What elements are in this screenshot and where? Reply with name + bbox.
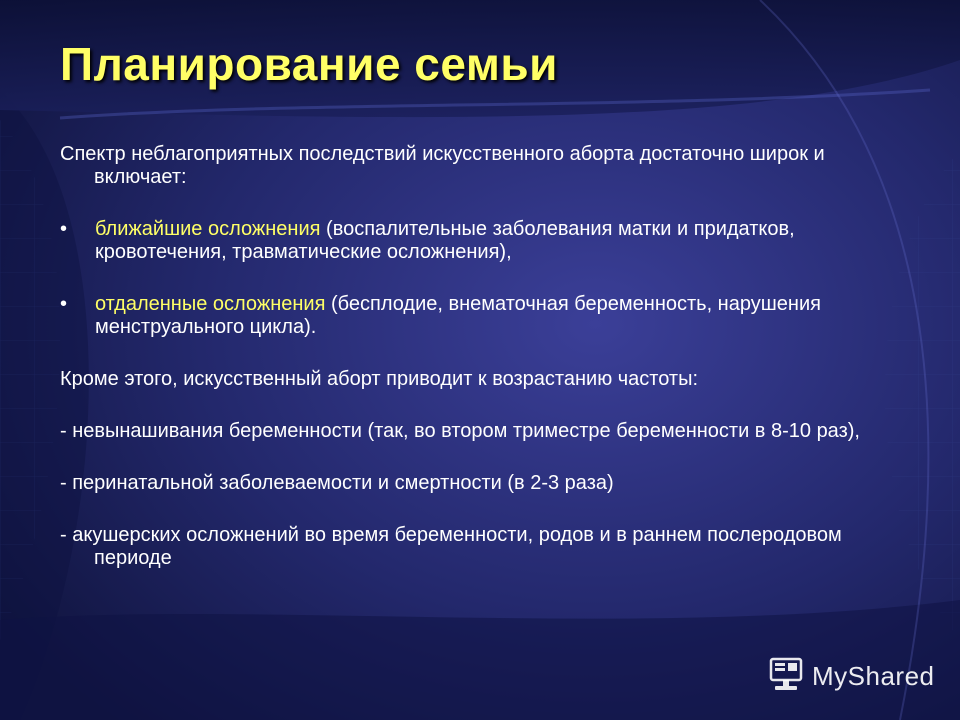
list-item-perinatal: - перинатальной заболеваемости и смертности (в 2-3 раза)	[60, 472, 614, 494]
bullet-highlight: отдаленные осложнения	[95, 293, 326, 315]
slide-content	[60, 143, 890, 570]
myshared-logo	[766, 654, 935, 698]
bullet-text: (воспалительные заболевания матки и придатков, кровотечения, травматические осложнения),	[95, 218, 795, 263]
bullet-highlight: ближайшие осложнения	[95, 218, 321, 240]
bullet-text: (бесплодие, внематочная беременность, нарушения менструального цикла).	[95, 293, 821, 338]
list-item-miscarriage: - невынашивания беременности (так, во втором триместре беременности в 8-10 раз),	[60, 420, 860, 442]
logo-text: MyShared	[812, 660, 935, 691]
slide-title: Планирование семьи	[60, 38, 558, 90]
bullet-marker: •	[60, 293, 68, 315]
lead-paragraph: Кроме этого, искусственный аборт приводит к возрастанию частоты:	[60, 368, 699, 390]
intro-paragraph: Спектр неблагоприятных последствий искусственного аборта достаточно широк и включает:	[60, 143, 825, 188]
bullet-remote-complications	[60, 293, 890, 339]
list-item-obstetric: - акушерских осложнений во время беременности, родов и в раннем послеродовом периоде	[60, 524, 842, 569]
monitor-icon	[766, 656, 806, 696]
bullet-marker: •	[60, 218, 68, 240]
bullet-immediate-complications	[60, 218, 890, 264]
